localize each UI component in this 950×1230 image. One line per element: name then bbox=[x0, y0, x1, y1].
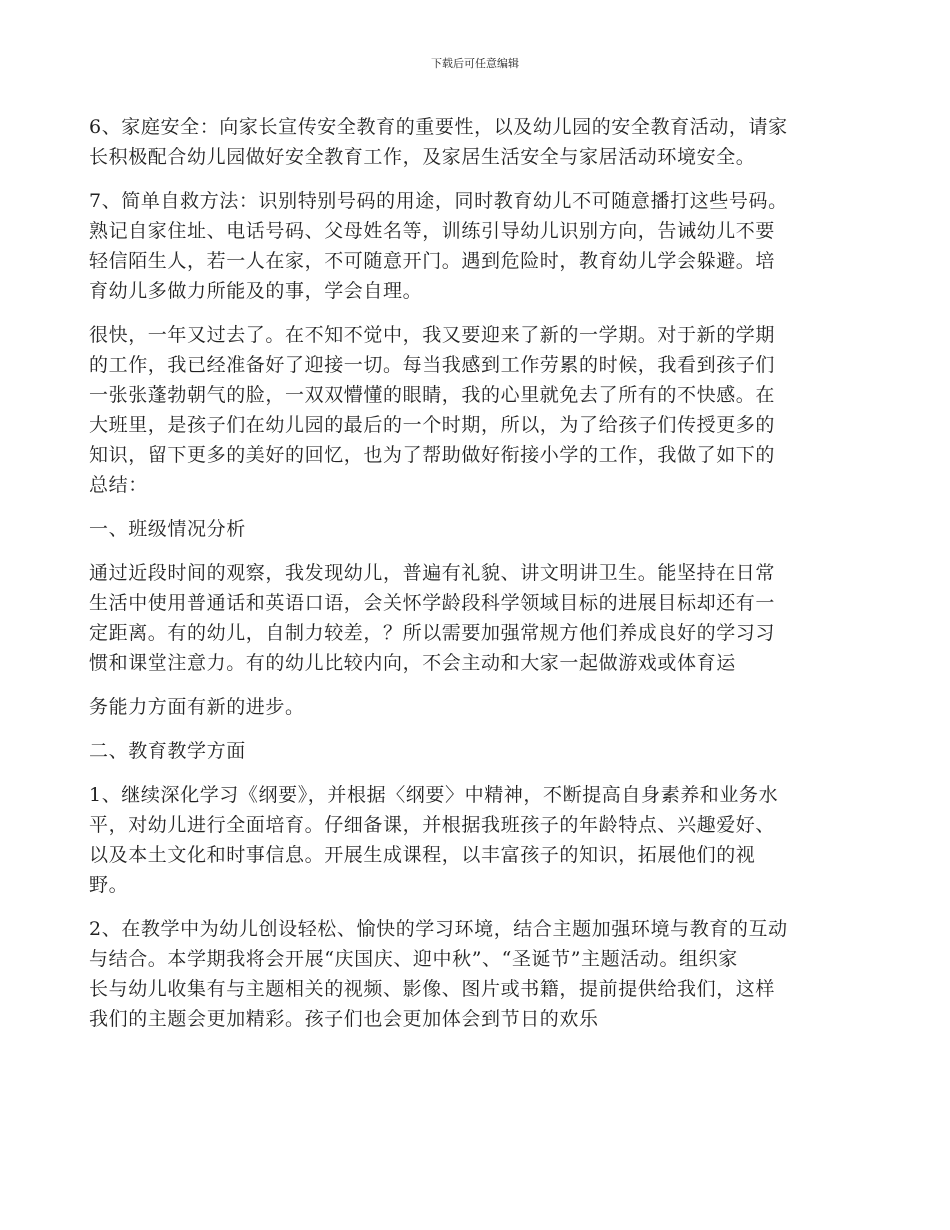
paragraph-introduction bbox=[89, 320, 879, 500]
section-heading-class-analysis bbox=[89, 514, 879, 544]
text-line: 以及本土文化和时事信息。开展生成课程，以丰富孩子的知识，拓展他们的视 bbox=[89, 844, 756, 866]
text-line: 一、班级情况分析 bbox=[89, 518, 246, 540]
text-line: 长与幼儿收集有与主题相关的视频、影像、图片或书籍，提前提供给我们，这样 bbox=[89, 978, 776, 1000]
page-header: 下载后可任意编辑 bbox=[431, 57, 519, 70]
text-line: 6、家庭安全：向家长宣传安全教育的重要性，以及幼儿园的安全教育活动，请家 bbox=[89, 116, 788, 138]
text-line: 2、在教学中为幼儿创设轻松、愉快的学习环境，结合主题加强环境与教育的互动 bbox=[89, 918, 788, 940]
text-line: 育幼儿多做力所能及的事，学会自理。 bbox=[89, 280, 423, 302]
paragraph-progress-note bbox=[89, 692, 879, 722]
text-line: 轻信陌生人，若一人在家，不可随意开门。遇到危险时，教育幼儿学会躲避。培 bbox=[89, 250, 776, 272]
text-line: 一张张蓬勃朝气的脸，一双双懵懂的眼睛，我的心里就免去了所有的不快感。在 bbox=[89, 384, 776, 406]
text-line: 平，对幼儿进行全面培育。仔细备课，并根据我班孩子的年龄特点、兴趣爱好、 bbox=[89, 814, 776, 836]
text-line: 与结合。本学期我将会开展“庆国庆、迎中秋”、“圣诞节”主题活动。组织家 bbox=[89, 948, 738, 970]
paragraph-home-safety bbox=[89, 112, 879, 172]
text-line: 总结： bbox=[89, 474, 148, 496]
text-line: 大班里，是孩子们在幼儿园的最后的一个时期，所以，为了给孩子们传授更多的 bbox=[89, 414, 776, 436]
text-line: 1、继续深化学习《纲要》，并根据〈纲要〉中精神，不断提高自身素养和业务水 bbox=[89, 784, 779, 806]
text-line: 通过近段时间的观察，我发现幼儿，普遍有礼貌、讲文明讲卫生。能坚持在日常 bbox=[89, 562, 776, 584]
text-line: 我们的主题会更加精彩。孩子们也会更加体会到节日的欢乐 bbox=[89, 1008, 599, 1030]
text-line: 二、教育教学方面 bbox=[89, 740, 246, 762]
text-line: 7、简单自救方法：识别特别号码的用途，同时教育幼儿不可随意播打这些号码。 bbox=[89, 190, 788, 212]
text-line: 定距离。有的幼儿，自制力较差，？所以需要加强常规方他们养成良好的学习习 bbox=[89, 622, 776, 644]
text-line: 惯和课堂注意力。有的幼儿比较内向，不会主动和大家一起做游戏或体育运 bbox=[89, 652, 736, 674]
paragraph-class-analysis bbox=[89, 558, 879, 678]
text-line: 长积极配合幼儿园做好安全教育工作，及家居生活安全与家居活动环境安全。 bbox=[89, 146, 756, 168]
text-line: 生活中使用普通话和英语口语，会关怀学龄段科学领域目标的进展目标却还有一 bbox=[89, 592, 776, 614]
text-line: 的工作，我已经准备好了迎接一切。每当我感到工作劳累的时候，我看到孩子们 bbox=[89, 354, 776, 376]
section-heading-teaching bbox=[89, 736, 879, 766]
text-line: 很快，一年又过去了。在不知不觉中，我又要迎来了新的一学期。对于新的学期 bbox=[89, 324, 776, 346]
text-line: 野。 bbox=[89, 874, 129, 896]
text-line: 务能力方面有新的进步。 bbox=[89, 696, 305, 718]
paragraph-teaching-item-1 bbox=[89, 780, 879, 900]
text-line: 知识，留下更多的美好的回忆，也为了帮助做好衔接小学的工作，我做了如下的 bbox=[89, 444, 776, 466]
paragraph-teaching-item-2 bbox=[89, 914, 879, 1034]
document-body bbox=[89, 112, 879, 1048]
text-line: 熟记自家住址、电话号码、父母姓名等，训练引导幼儿识别方向，告诫幼儿不要 bbox=[89, 220, 776, 242]
paragraph-self-rescue bbox=[89, 186, 879, 306]
